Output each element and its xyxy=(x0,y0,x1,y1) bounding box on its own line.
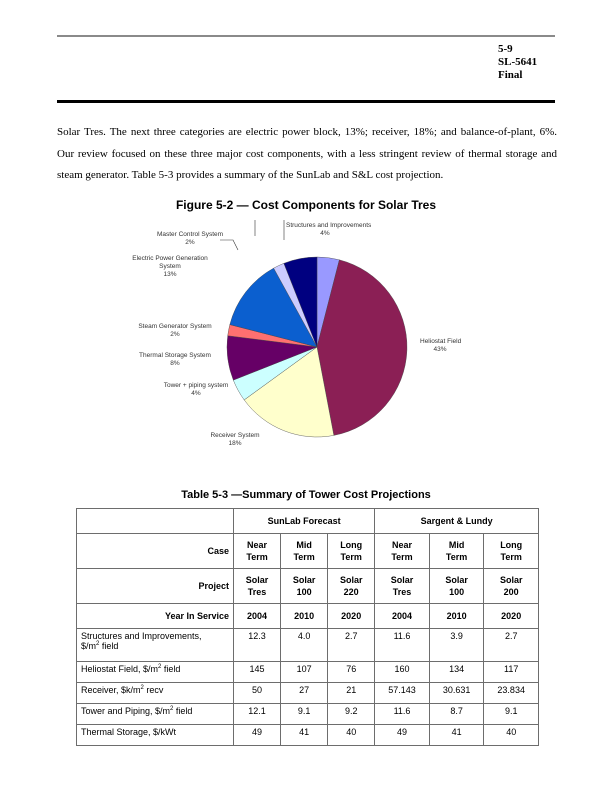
header-rule-bottom xyxy=(57,100,555,103)
row-label-text: field xyxy=(173,706,193,716)
row-label xyxy=(77,725,234,746)
project-cell xyxy=(484,569,539,604)
header-rule-top xyxy=(57,35,555,37)
value-cell: 49 xyxy=(375,725,430,746)
project-line: Solar xyxy=(339,575,363,585)
case-line: Term xyxy=(340,552,362,562)
pie-label-receiver-system-pct: 18% xyxy=(228,440,242,447)
row-label-sup: 2 xyxy=(170,706,174,712)
value-cell: 9.2 xyxy=(328,704,375,725)
project-line: Solar xyxy=(292,575,316,585)
value-cell: 11.6 xyxy=(375,704,430,725)
value-cell: 11.6 xyxy=(375,629,430,662)
value-cell: 30.631 xyxy=(429,683,484,704)
pie-label-electric-power-generation-system: Electric Power Generation xyxy=(132,255,208,262)
row-label xyxy=(77,629,234,662)
row-label-sup: 2 xyxy=(140,685,144,691)
year-cell: 2004 xyxy=(234,604,281,629)
project-line: 200 xyxy=(503,587,519,597)
project-cell xyxy=(328,569,375,604)
project-line: Solar xyxy=(390,575,414,585)
case-cell xyxy=(281,534,328,569)
pie-label-balance-of-plant-pct xyxy=(215,220,225,222)
value-cell: 41 xyxy=(281,725,328,746)
page-number: 5-9 xyxy=(498,43,513,55)
pie-label-thermal-storage-system: Thermal Storage System xyxy=(139,352,211,359)
pie-label-receiver-system: Receiver System xyxy=(210,432,260,439)
page-header xyxy=(498,43,537,82)
value-cell: 3.9 xyxy=(429,629,484,662)
project-cell xyxy=(234,569,281,604)
value-cell: 134 xyxy=(429,662,484,683)
case-line: Term xyxy=(445,552,468,562)
case-cell xyxy=(429,534,484,569)
table-row xyxy=(77,629,539,662)
table-title: Table 5-3 —Summary of Tower Cost Projections xyxy=(181,489,431,501)
group-header-row xyxy=(77,509,539,534)
row-label-text: Receiver, $k/m xyxy=(81,685,141,695)
row-label-text: Tower and Piping, $/m xyxy=(81,706,171,716)
empty-header-cell xyxy=(77,509,234,534)
value-cell: 49 xyxy=(234,725,281,746)
group-header-sunlab: SunLab Forecast xyxy=(234,509,375,534)
value-cell: 12.3 xyxy=(234,629,281,662)
case-line: Long xyxy=(340,540,363,550)
value-cell: 40 xyxy=(328,725,375,746)
row-label-text: recv xyxy=(143,685,164,695)
paragraph-line: Solar Tres. The next three categories are electric power block, 13%; receiver, 18%; and balance-of-plant, 6%. xyxy=(57,126,557,138)
value-cell: 117 xyxy=(484,662,539,683)
value-cell: 2.7 xyxy=(328,629,375,662)
year-cell: 2010 xyxy=(429,604,484,629)
table-row xyxy=(77,662,539,683)
row-label-sup: 2 xyxy=(96,641,100,647)
value-cell: 50 xyxy=(234,683,281,704)
value-cell: 40 xyxy=(484,725,539,746)
row-label-text: Thermal Storage, $/kWt xyxy=(81,727,177,737)
value-cell: 23.834 xyxy=(484,683,539,704)
case-line: Term xyxy=(391,552,413,562)
project-line: Tres xyxy=(392,587,412,597)
pie-label-heliostat-field: Heliostat Field xyxy=(420,338,462,345)
pie-label-structures-and-improvements-pct: 4% xyxy=(320,230,330,237)
project-label: Project xyxy=(77,569,234,604)
value-cell: 145 xyxy=(234,662,281,683)
table-row xyxy=(77,704,539,725)
leader-line-balance-of-plant xyxy=(244,220,255,236)
value-cell: 12.1 xyxy=(234,704,281,725)
year-label: Year In Service xyxy=(77,604,234,629)
project-line: 100 xyxy=(296,587,312,597)
project-line: 220 xyxy=(343,587,359,597)
pie-label-tower-piping-system: Tower + piping system xyxy=(163,382,229,389)
value-cell: 21 xyxy=(328,683,375,704)
case-line: Term xyxy=(500,552,522,562)
value-cell: 2.7 xyxy=(484,629,539,662)
year-cell: 2020 xyxy=(484,604,539,629)
value-cell: 76 xyxy=(328,662,375,683)
case-row xyxy=(77,534,539,569)
case-cell xyxy=(234,534,281,569)
table-row xyxy=(77,683,539,704)
value-cell: 107 xyxy=(281,662,328,683)
project-row xyxy=(77,569,539,604)
case-line: Mid xyxy=(296,540,312,550)
project-line: Solar xyxy=(245,575,269,585)
year-cell: 2004 xyxy=(375,604,430,629)
value-cell: 9.1 xyxy=(281,704,328,725)
case-label: Case xyxy=(77,534,234,569)
project-cell xyxy=(375,569,430,604)
value-cell: 9.1 xyxy=(484,704,539,725)
paragraph-line: steam generator. Table 5-3 provides a summary of the SunLab and S&L cost projection. xyxy=(57,169,444,181)
figure-title: Figure 5-2 — Cost Components for Solar Tres xyxy=(175,198,437,212)
group-header-sl: Sargent & Lundy xyxy=(375,509,539,534)
case-cell xyxy=(328,534,375,569)
pie-label-thermal-storage-system-pct: 8% xyxy=(170,360,180,367)
cost-projection-table xyxy=(76,508,539,746)
case-cell xyxy=(484,534,539,569)
row-label-sup: 2 xyxy=(158,664,162,670)
pie-chart xyxy=(120,220,520,470)
case-line: Near xyxy=(392,540,413,550)
document-status: Final xyxy=(498,69,523,81)
pie-label-tower-piping-system-pct: 4% xyxy=(191,390,201,397)
document-id: SL-5641 xyxy=(498,56,538,68)
value-cell: 8.7 xyxy=(429,704,484,725)
project-cell xyxy=(281,569,328,604)
project-line: Solar xyxy=(499,575,523,585)
pie-label-master-control-system-pct: 2% xyxy=(185,239,195,246)
row-label-text: Structures and Improvements, xyxy=(81,631,202,641)
row-label-text: $/m xyxy=(81,641,97,651)
year-cell: 2010 xyxy=(281,604,328,629)
year-row xyxy=(77,604,539,629)
project-line: 100 xyxy=(449,587,465,597)
case-line: Term xyxy=(246,552,268,562)
project-cell xyxy=(429,569,484,604)
value-cell: 4.0 xyxy=(281,629,328,662)
row-label-text: Heliostat Field, $/m xyxy=(81,664,159,674)
pie-label-steam-generator-system-pct: 2% xyxy=(170,331,180,338)
body-paragraph xyxy=(57,122,557,187)
pie-label-structures-and-improvements: Structures and Improvements xyxy=(286,222,372,229)
project-line: Solar xyxy=(445,575,468,585)
row-label xyxy=(77,704,234,725)
value-cell: 41 xyxy=(429,725,484,746)
pie-label-electric-power-generation-system-cont: System xyxy=(159,263,181,270)
pie-label-electric-power-generation-system-pct: 13% xyxy=(163,271,177,278)
pie-chart-svg xyxy=(120,220,520,470)
value-cell: 160 xyxy=(375,662,430,683)
value-cell: 57.143 xyxy=(375,683,430,704)
pie-label-heliostat-field-pct: 43% xyxy=(433,346,447,353)
row-label-text: field xyxy=(161,664,181,674)
row-label xyxy=(77,662,234,683)
value-cell: 27 xyxy=(281,683,328,704)
case-line: Long xyxy=(500,540,523,550)
case-cell xyxy=(375,534,430,569)
row-label-text: field xyxy=(99,641,119,651)
case-line: Mid xyxy=(448,540,465,550)
table-row xyxy=(77,725,539,746)
case-line: Term xyxy=(293,552,315,562)
pie-label-steam-generator-system: Steam Generator System xyxy=(138,323,212,330)
leader-line-master-control xyxy=(220,240,238,250)
pie-label-master-control-system: Master Control System xyxy=(156,231,224,238)
year-cell: 2020 xyxy=(328,604,375,629)
paragraph-line: Our review focused on these three major cost components, with a less stringent review of thermal storage and xyxy=(57,147,557,160)
case-line: Near xyxy=(247,540,268,550)
project-line: Tres xyxy=(247,587,267,597)
row-label xyxy=(77,683,234,704)
